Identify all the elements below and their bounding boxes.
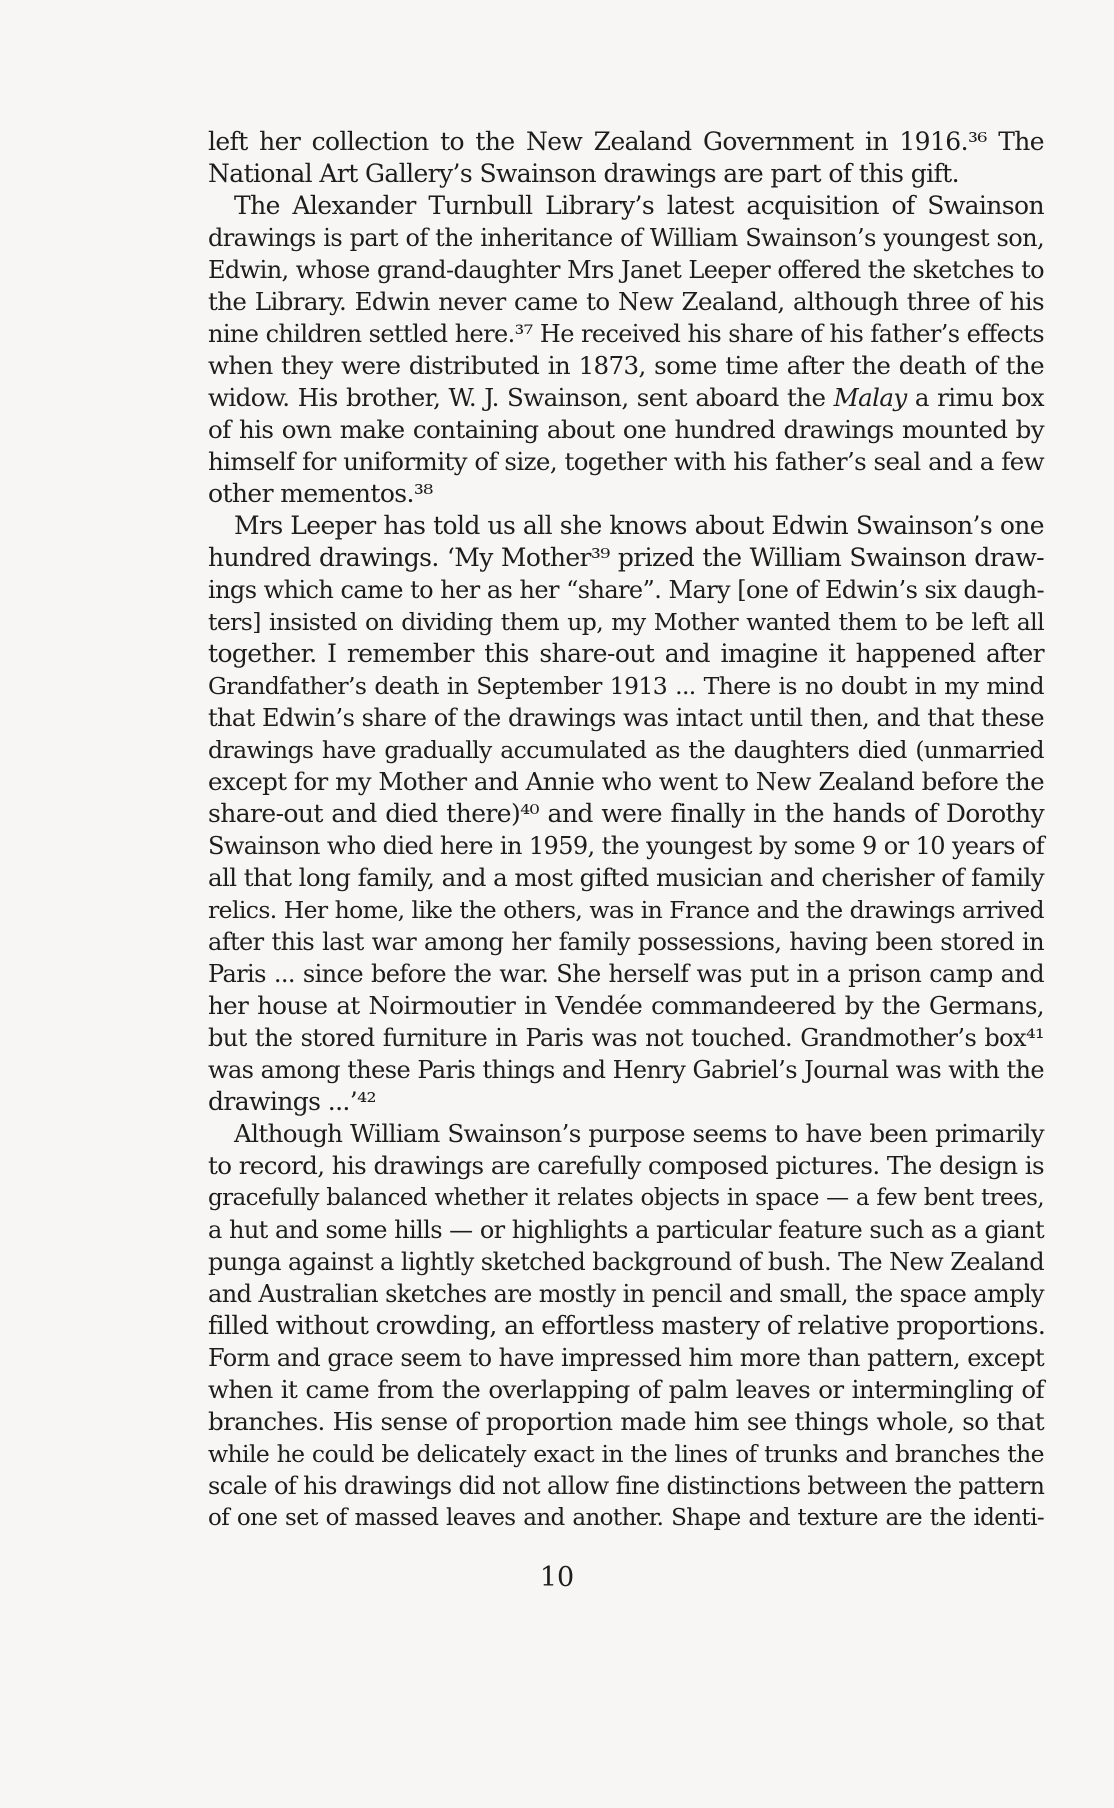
text-line: branches. His sense of proportion made him see things whole, so that [208,1407,1044,1436]
page-number: 10 [539,1562,575,1593]
text-line: except for my Mother and Annie who went to New Zealand before the [208,767,1044,796]
text-line: drawings ...’⁴² [208,1087,376,1116]
text-line: drawings is part of the inheritance of William Swainson’s youngest son, [208,224,1044,252]
ship-name: Malay [833,383,907,412]
text-line: was among these Paris things and Henry Gabriel’s Journal was with the [208,1056,1044,1084]
text-line: The Alexander Turnbull Library’s latest acquisition of Swainson [234,191,1044,220]
text-line: when they were distributed in 1873, some time after the death of the [208,351,1044,380]
text-line: National Art Gallery’s Swainson drawings are part of this gift. [208,159,959,188]
text-line: widow. His brother, W. J. Swainson, sent aboard the Malay a rimu box [208,383,1044,412]
text-line: share-out and died there)⁴⁰ and were finally in the hands of Dorothy [208,799,1044,828]
text-line: a hut and some hills — or highlights a particular feature such as a giant [208,1216,1044,1244]
text-line: of his own make containing about one hundred drawings mounted by [208,415,1044,444]
text-line: himself for uniformity of size, together with his father’s seal and a few [208,447,1044,476]
text-line: ters] insisted on dividing them up, my Mother wanted them to be left all [208,608,1044,636]
text-line: the Library. Edwin never came to New Zealand, although three of his [208,287,1044,316]
text-line: while he could be delicately exact in the lines of trunks and branches the [208,1440,1044,1468]
text-line: ings which came to her as her “share”. Mary [one of Edwin’s six daugh- [208,576,1044,604]
text-line: and Australian sketches are mostly in pencil and small, the space amply [208,1280,1044,1308]
text-line: Form and grace seem to have impressed him more than pattern, except [208,1344,1044,1372]
text-line: all that long family, and a most gifted musician and cherisher of family [208,863,1044,892]
text-line: drawings have gradually accumulated as the daughters died (unmarried [208,736,1044,764]
text-line: but the stored furniture in Paris was not touched. Grandmother’s box⁴¹ [208,1024,1044,1052]
text-line: Swainson who died here in 1959, the youngest by some 9 or 10 years of [208,832,1044,860]
text-line: Grandfather’s death in September 1913 ... There is no doubt in my mind [208,672,1044,700]
text-line: nine children settled here.³⁷ He received his share of his father’s effects [208,320,1044,348]
text-line: scale of his drawings did not allow fine distinctions between the pattern [208,1472,1045,1500]
text-line: of one set of massed leaves and another. Shape and texture are the identi- [208,1505,1044,1531]
text-line: hundred drawings. ‘My Mother³⁹ prized the William Swainson draw- [208,543,1044,572]
text-line: that Edwin’s share of the drawings was intact until then, and that these [208,704,1044,732]
text-line: when it came from the overlapping of palm leaves or intermingling of [208,1375,1044,1404]
text-line: Although William Swainson’s purpose seems to have been primarily [234,1119,1044,1148]
text-line: after this last war among her family possessions, having been stored in [208,928,1044,956]
text-line: filled without crowding, an effortless mastery of relative proportions. [208,1311,1046,1340]
text-line: Mrs Leeper has told us all she knows about Edwin Swainson’s one [234,511,1044,540]
text-line: Edwin, whose grand-daughter Mrs Janet Leeper offered the sketches to [208,256,1044,284]
text-line: left her collection to the New Zealand Government in 1916.³⁶ The [208,127,1044,156]
text-line: together. I remember this share-out and imagine it happened after [208,639,1044,668]
text-line: punga against a lightly sketched background of bush. The New Zealand [208,1248,1044,1276]
text-line: to record, his drawings are carefully composed pictures. The design is [208,1151,1044,1180]
text-line: other mementos.³⁸ [208,479,433,508]
text-line: gracefully balanced whether it relates objects in space — a few bent trees, [208,1185,1044,1211]
text-line: Paris ... since before the war. She herself was put in a prison camp and [208,960,1044,988]
text-line: relics. Her home, like the others, was in France and the drawings arrived [208,896,1044,924]
text-line: her house at Noirmoutier in Vendée commandeered by the Germans, [208,991,1044,1020]
